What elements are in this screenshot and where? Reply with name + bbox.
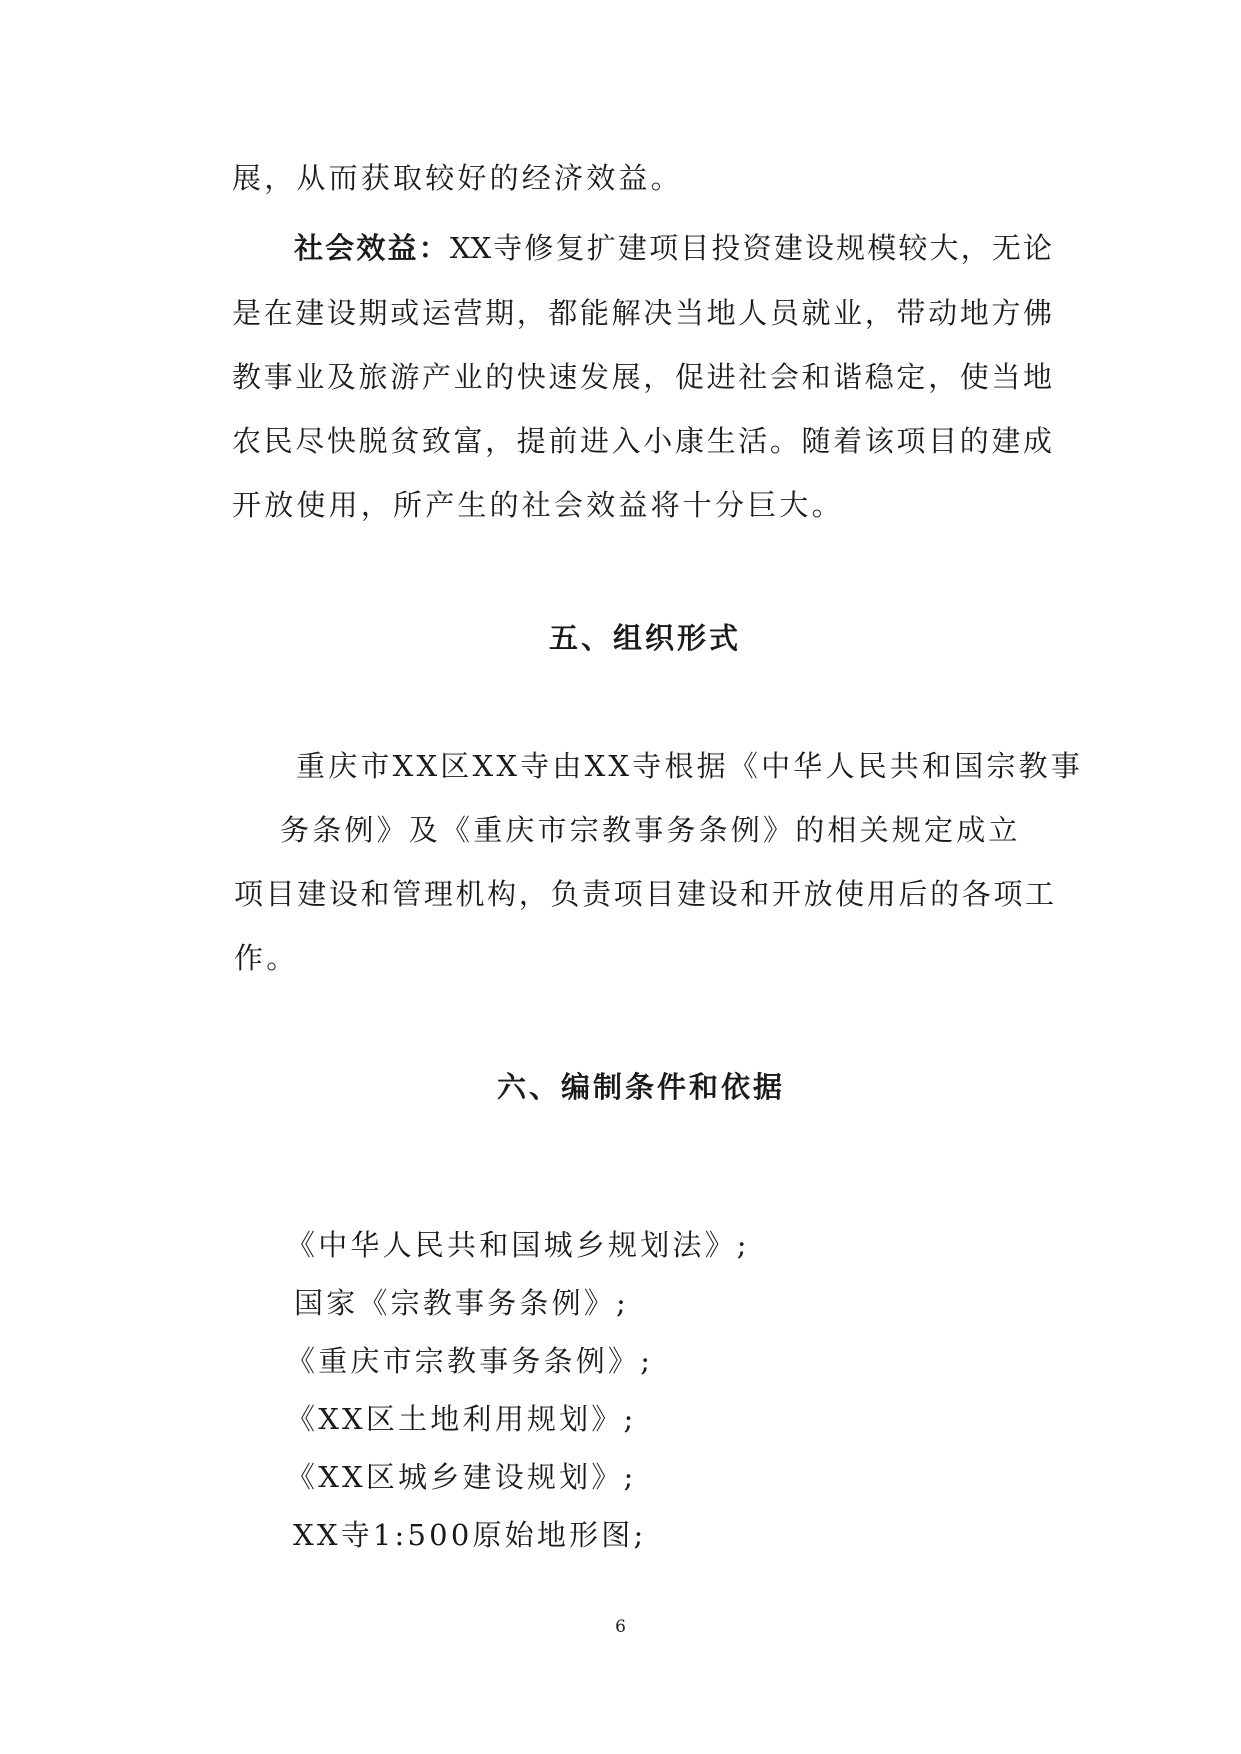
economic-benefit-line [232,158,683,198]
section-5-text-4: 作。 [234,941,299,975]
social-benefit-line-2 [232,293,1052,333]
basis-list-item: 《XX区土地利用规划》; [286,1402,637,1436]
page-number: 6 [615,1617,626,1637]
social-benefit-line-5 [232,485,844,525]
social-benefit-line-3 [232,357,1052,397]
social-benefit-text-2: 是在建设期或运营期，都能解决当地人员就业，带动地方佛 [232,296,1052,330]
section-5-text-1: 重庆市XX区XX寺由XX寺根据《中华人民共和国宗教事 [296,749,1084,783]
economic-benefit-text: 展，从而获取较好的经济效益。 [232,161,683,195]
section-5-line-3 [234,874,1054,914]
basis-list-item: 《重庆市宗教事务条例》; [286,1344,654,1378]
basis-list-item: 《中华人民共和国城乡规划法》; [286,1228,750,1262]
section-6-heading: 六、编制条件和依据 [497,1070,786,1104]
social-benefit-text-3: 教事业及旅游产业的快速发展，促进社会和谐稳定，使当地 [232,360,1052,394]
basis-list-item: 《XX区城乡建设规划》; [286,1460,637,1494]
social-benefit-label: 社会效益： [294,231,450,265]
basis-list-item: 国家《宗教事务条例》; [294,1286,629,1320]
social-benefit-text-1: XX寺修复扩建项目投资建设规模较大，无论 [449,231,1052,265]
section-5-text-2: 务条例》及《重庆市宗教事务条例》的相关规定成立 [280,813,1021,847]
social-benefit-line-1 [294,228,1052,268]
section-5-line-4 [234,938,298,978]
social-benefit-text-5: 开放使用，所产生的社会效益将十分巨大。 [232,488,844,522]
basis-list-item: XX寺1:500原始地形图; [293,1518,647,1552]
section-5-line-1 [296,746,1083,786]
section-5-text-3: 项目建设和管理机构，负责项目建设和开放使用后的各项工 [234,877,1054,911]
social-benefit-line-4 [232,421,1052,461]
section-5-heading: 五、组织形式 [549,621,742,655]
social-benefit-text-4: 农民尽快脱贫致富，提前进入小康生活。随着该项目的建成 [232,424,1052,458]
section-5-line-2 [280,810,1021,850]
